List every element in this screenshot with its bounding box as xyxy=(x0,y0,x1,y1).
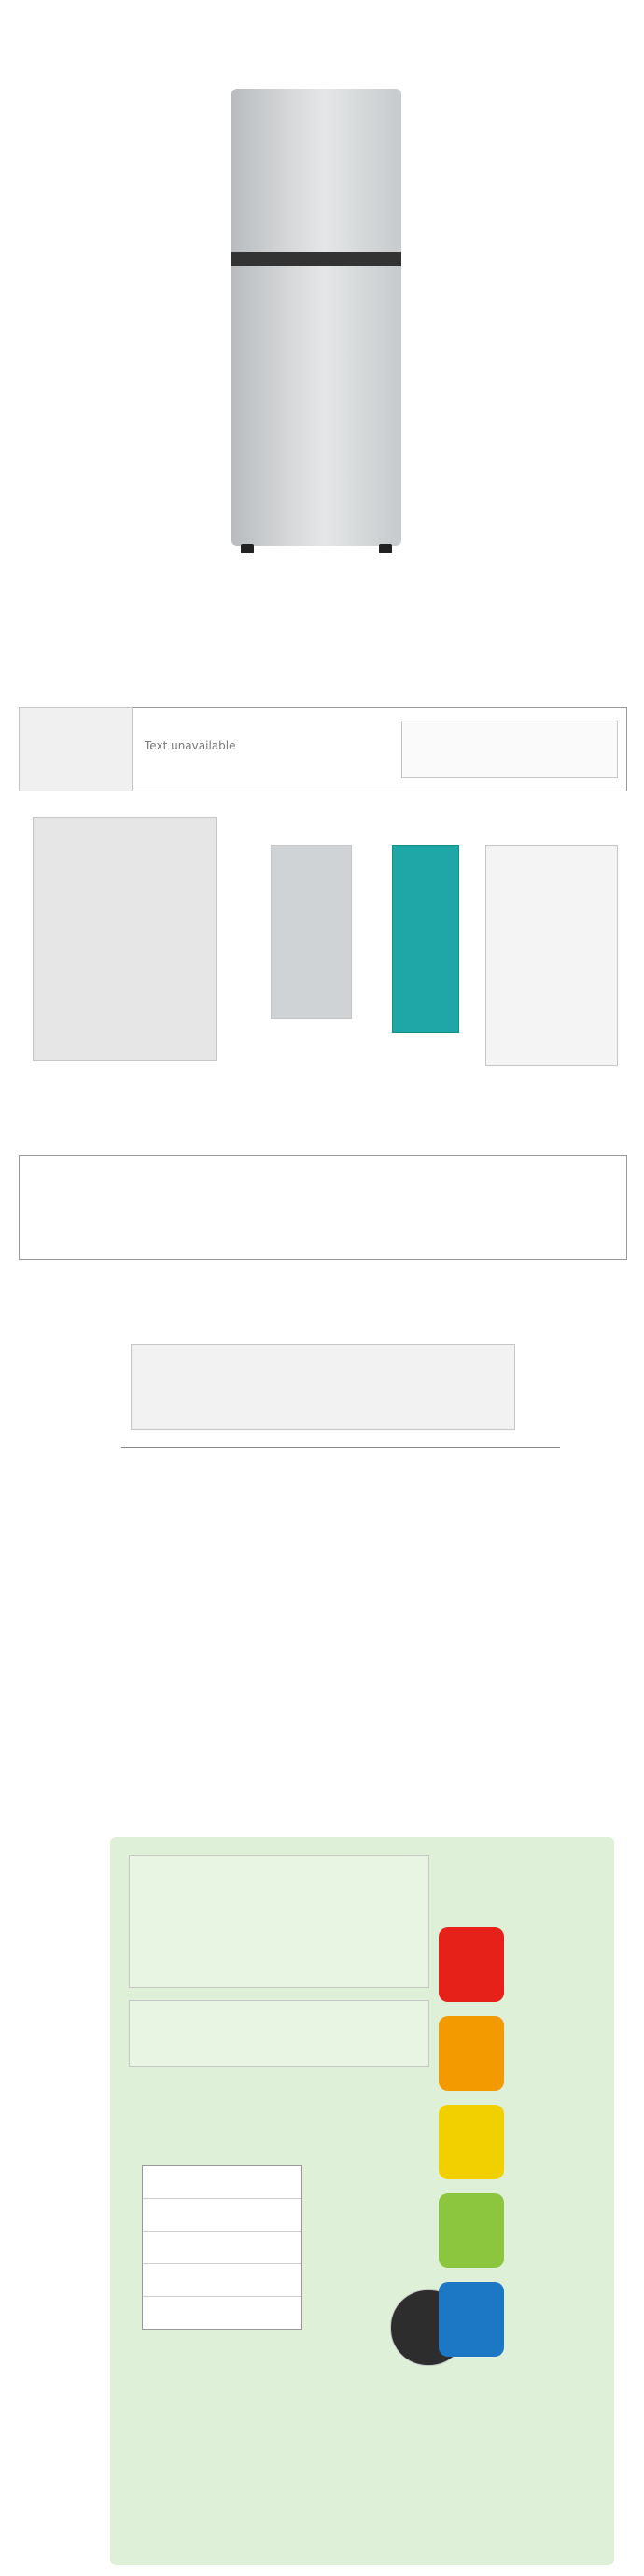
scale-1 xyxy=(439,2282,504,2357)
spec-table xyxy=(121,1447,560,1793)
feature-table xyxy=(19,1155,627,1260)
spec-header xyxy=(131,1344,515,1430)
energy-info-row xyxy=(143,2166,301,2199)
scale-4 xyxy=(439,2016,504,2091)
open-fridge-image xyxy=(33,817,217,1061)
feature-table-section xyxy=(0,1139,644,1269)
energy-header xyxy=(129,1855,429,1988)
door-divider xyxy=(231,252,401,266)
dimensions-block xyxy=(401,721,618,778)
energy-scale xyxy=(439,1927,551,2487)
small-fridge-image xyxy=(271,845,352,1019)
energy-info-table xyxy=(142,2165,302,2330)
compartment-diagram xyxy=(392,845,459,1033)
left-foot xyxy=(241,544,254,553)
placeholder-text: Text unavailable xyxy=(145,739,236,752)
spec-table-section xyxy=(0,1307,644,1792)
feature-images-section xyxy=(0,803,644,1139)
energy-info-row xyxy=(143,2264,301,2297)
scale-5 xyxy=(439,1927,504,2002)
right-foot xyxy=(379,544,392,553)
scale-3 xyxy=(439,2105,504,2179)
scale-2 xyxy=(439,2193,504,2268)
energy-info-row xyxy=(143,2232,301,2264)
energy-value xyxy=(129,2000,429,2067)
capacity-block xyxy=(19,707,133,791)
product-photo-section xyxy=(0,0,644,597)
summary-banner xyxy=(0,672,644,803)
energy-info-row xyxy=(143,2199,301,2232)
dimension-diagram xyxy=(485,845,618,1066)
refrigerator-photo xyxy=(231,89,401,546)
energy-info-row xyxy=(143,2297,301,2329)
